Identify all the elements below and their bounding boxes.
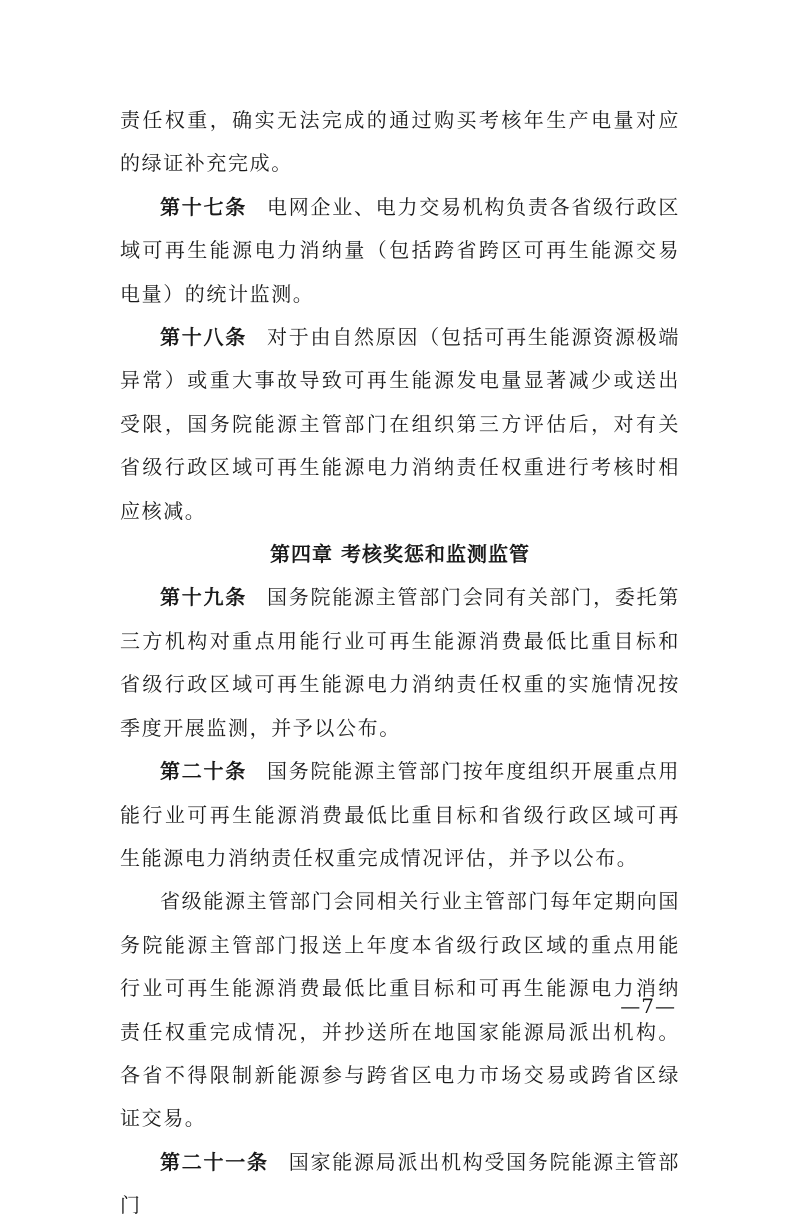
paragraph-text: 责任权重，确实无法完成的通过购买考核年生产电量对应的绿证补充完成。: [120, 108, 680, 176]
article-19: [120, 576, 680, 750]
article-number: 第十八条: [160, 325, 247, 350]
article-20: [120, 750, 680, 880]
chapter-heading: 第四章 考核奖惩和监测监管: [270, 542, 530, 567]
paragraph-text: 省级能源主管部门会同相关行业主管部门每年定期向国务院能源主管部门报送上年度本省级行政区域的重点用能行业可再生能源消费最低比重目标和可再生能源电力消纳责任权重完成情况，并抄送所在地国家能源局派出机构。各省不得限制新能源参与跨省区电力市场交易或跨省区绿证交易。: [120, 889, 680, 1131]
article-text: 国家能源局派出机构受国务院能源主管部门: [120, 1149, 680, 1218]
article-number: 第二十条: [160, 759, 247, 784]
article-text: 电网企业、电力交易机构负责各省级行政区域可再生能源电力消纳量（包括跨省跨区可再生能源交易电量）的统计监测。: [120, 194, 680, 306]
article-17: [120, 186, 680, 316]
document-body: [120, 99, 680, 1228]
article-text: 对于由自然原因（包括可再生能源资源极端异常）或重大事故导致可再生能源发电量显著减少或送出受限，国务院能源主管部门在组织第三方评估后，对有关省级行政区域可再生能源电力消纳责任权重进行考核时相应核减。: [120, 325, 680, 523]
article-number: 第十七条: [160, 194, 247, 219]
article-18: [120, 316, 680, 533]
page-number: —7—: [620, 994, 676, 1018]
paragraph-continued: [120, 99, 680, 186]
article-number: 第二十一条: [160, 1149, 269, 1174]
article-text: 国务院能源主管部门按年度组织开展重点用能行业可再生能源消费最低比重目标和省级行政区域可再生能源电力消纳责任权重完成情况评估，并予以公布。: [120, 759, 680, 870]
article-text: 国务院能源主管部门会同有关部门，委托第三方机构对重点用能行业可再生能源消费最低比重目标和省级行政区域可再生能源电力消纳责任权重的实施情况按季度开展监测，并予以公布。: [120, 585, 680, 740]
article-number: 第十九条: [160, 585, 247, 610]
article-20-paragraph-2: [120, 880, 680, 1140]
article-21: [120, 1141, 680, 1228]
